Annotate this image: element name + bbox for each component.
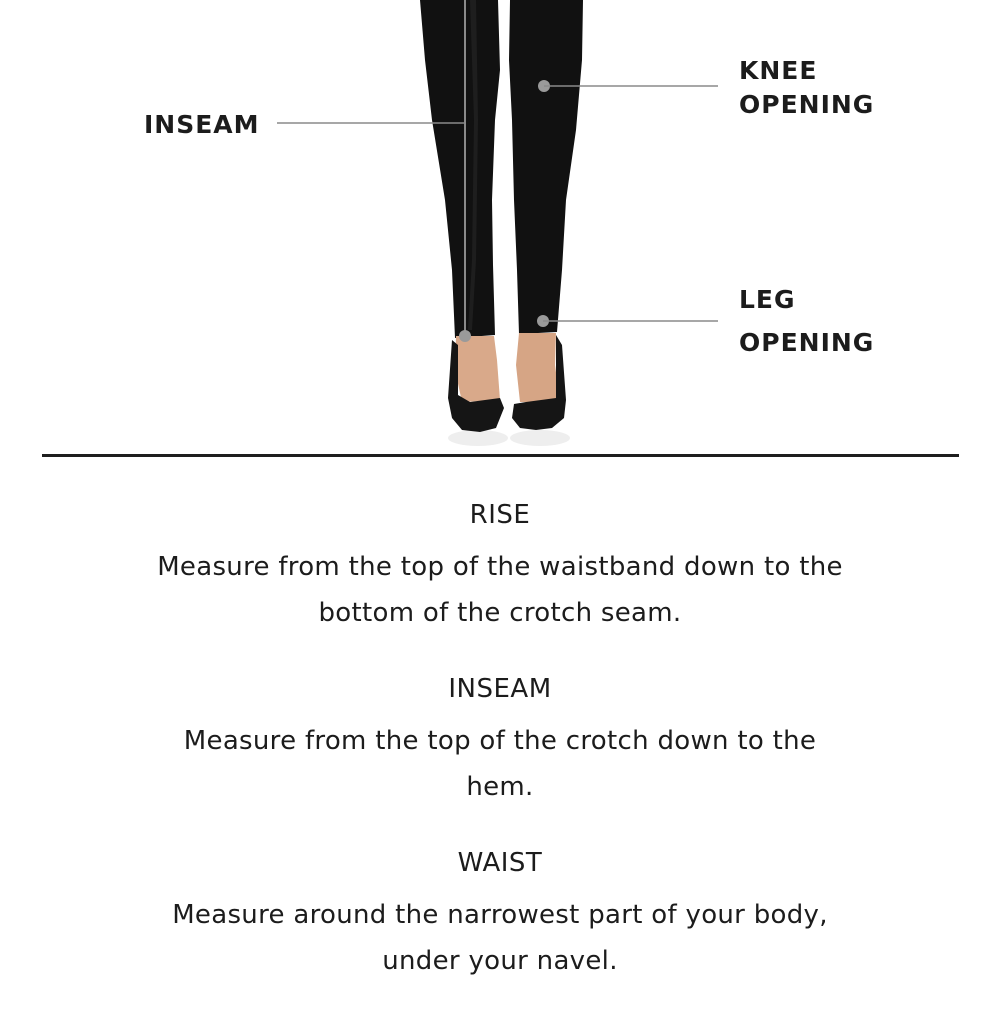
leg-opening-callout-line2: OPENING: [739, 328, 875, 357]
left-pant-leg: [420, 0, 500, 338]
guide-section-inseam: [60, 674, 940, 810]
section-description: Measure from the top of the crotch down to the hem.: [183, 726, 817, 802]
section-description: Measure around the narrowest part of your body, under your navel.: [172, 900, 828, 976]
knee-opening-callout: [739, 54, 874, 122]
section-divider: [42, 454, 959, 457]
section-title: RISE: [469, 500, 531, 530]
knee-opening-callout-line2: OPENING: [739, 90, 875, 119]
section-title: INSEAM: [448, 674, 552, 704]
inseam-callout-text: INSEAM: [144, 110, 260, 139]
section-title: WAIST: [457, 848, 543, 878]
left-shoe-reflection: [448, 430, 508, 446]
measurement-illustration: [0, 0, 1000, 456]
left-foot: [455, 336, 500, 402]
guide-section-waist: [60, 848, 940, 984]
inseam-dot: [459, 330, 471, 342]
leg-opening-callout: [739, 283, 874, 360]
section-description: Measure from the top of the waistband down to the bottom of the crotch seam.: [157, 552, 843, 628]
guide-section-rise: [60, 500, 940, 636]
right-shoe-reflection: [510, 430, 570, 446]
leg-opening-callout-line1: LEG: [739, 285, 796, 314]
right-pant-leg: [509, 0, 583, 334]
knee-opening-callout-line1: KNEE: [739, 56, 818, 85]
inseam-callout: [144, 108, 260, 142]
right-foot: [516, 333, 560, 402]
measurement-guide: [60, 490, 940, 1022]
